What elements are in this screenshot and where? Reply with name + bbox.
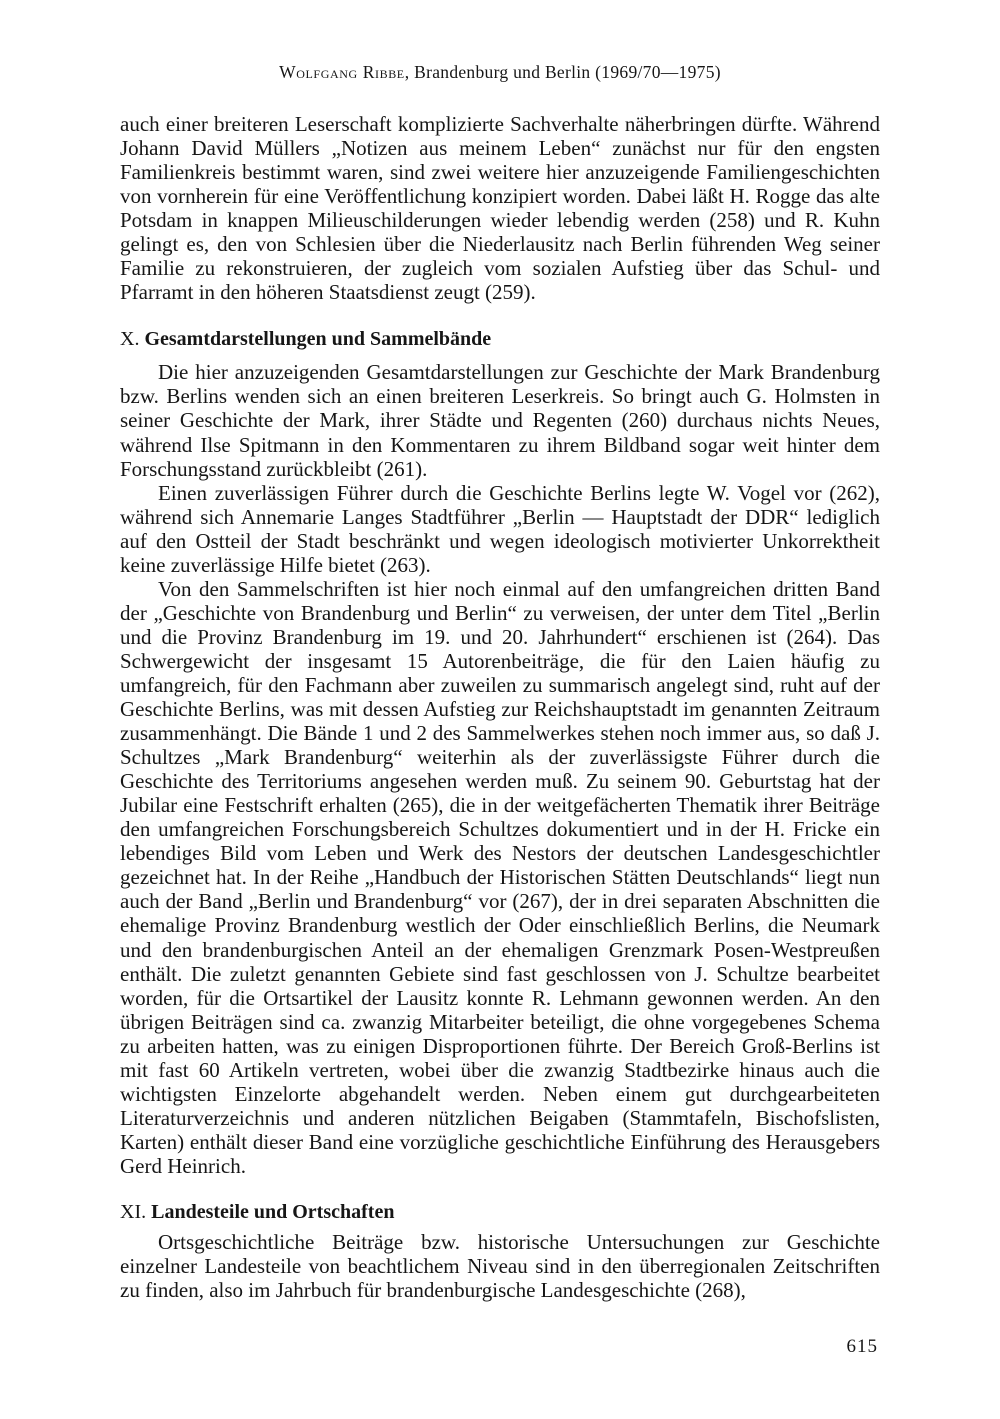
section-heading-xi (120, 1200, 880, 1224)
running-head-author: Wolfgang Ribbe (279, 62, 405, 82)
paragraph: Von den Sammelschriften ist hier noch einmal auf den umfangreichen dritten Band der „Geschichte von Brandenburg und Berlin“ zu verweisen, der unter dem Titel „Berlin und die Provinz Brandenburg im 19. und 20. Jahrhundert“ erschienen ist (264). Das Schwergewicht der insgesamt 15 Autorenbeiträge, die für den Laien häufig zu umfangreich, für den Fachmann aber zuweilen zu summarisch angelegt sind, ruht auf der Geschichte Berlins, was mit dessen Aufstieg zur Reichshauptstadt im genannten Zeitraum zusammenhängt. Die Bände 1 und 2 des Sammelwerkes stehen noch immer aus, so daß J. Schultzes „Mark Brandenburg“ weiterhin als der zuverlässigste Führer durch die Geschichte des Territoriums angesehen werden muß. Zu seinem 90. Geburtstag hat der Jubilar eine Festschrift erhalten (265), die in der weitgefächerten Thematik ihrer Beiträge den umfangreichen Forschungsbereich Schultzes dokumentiert und in der H. Fricke ein lebendiges Bild vom Leben und Werk des Nestors der deutschen Landesgeschichtler gezeichnet hat. In der Reihe „Handbuch der Historischen Stätten Deutschlands“ liegt nun auch der Band „Berlin und Brandenburg“ vor (267), der in drei separaten Abschnitten die ehemalige Provinz Brandenburg westlich der Oder einschließlich Berlins, die Neumark und den brandenburgischen Anteil an der ehemaligen Grenzmark Posen-Westpreußen enthält. Die zuletzt genannten Gebiete sind fast geschlossen von J. Schultze bearbeitet worden, für die Ortsartikel der Lausitz konnte R. Lehmann gewonnen werden. An den übrigen Beiträgen sind ca. zwanzig Mitarbeiter beteiligt, die ohne vorgegebenes Schema zu arbeiten hatten, was zu einigen Disproportionen führte. Der Bereich Groß-Berlins ist mit fast 60 Artikeln vertreten, wobei über die zwanzig Stadtbezirke hinaus auch die wichtigsten Einzelorte abgehandelt werden. Neben einem gut durchgearbeiteten Literaturverzeichnis und anderen nützlichen Beigaben (Stammtafeln, Bischofslisten, Karten) enthält dieser Band eine vorzügliche geschichtliche Einführung des Herausgebers Gerd Heinrich. (120, 576, 880, 1178)
section-number: XI. (120, 1200, 147, 1223)
body-text (120, 112, 880, 1302)
paragraph: Die hier anzuzeigenden Gesamtdarstellungen zur Geschichte der Mark Brandenburg bzw. Berlins wenden sich an einen breiteren Leserkreis. So bringt auch G. Holmsten in seiner Geschichte der Mark, ihrer Städte und Regenten (260) durchaus nichts Neues, während Ilse Spitmann in den Kommentaren zu ihrem Bildband sogar weit hinter dem Forschungsstand zurückbleibt (261). (120, 360, 880, 481)
paragraph: Einen zuverlässigen Führer durch die Geschichte Berlins legte W. Vogel vor (262), während sich Annemarie Langes Stadtführer „Berlin — Hauptstadt der DDR“ lediglich auf den Ostteil der Stadt beschränkt und wegen ideologisch motivierter Unkorrektheit keine zuverlässige Hilfe bietet (263). (120, 480, 880, 577)
section-title: Landesteile und Ortschaften (151, 1200, 395, 1223)
running-head (120, 62, 880, 83)
section-title: Gesamtdarstellungen und Sammelbände (144, 328, 492, 351)
section-heading-x (120, 327, 880, 351)
page-number: 615 (846, 1336, 878, 1357)
paragraph: Ortsgeschichtliche Beiträge bzw. historische Untersuchungen zur Geschichte einzelner Landesteile von beachtlichem Niveau sind in den überregionalen Zeitschriften zu finden, also im Jahrbuch für brandenburgische Landesgeschichte (268), (120, 1229, 880, 1303)
paragraph-continuation: auch einer breiteren Leserschaft komplizierte Sachverhalte näherbringen dürfte. Während Johann David Müllers „Notizen aus meinem Leben“ zunächst nur für den engsten Familienkreis bestimmt waren, sind zwei weitere hier anzuzeigende Familiengeschichten von vornherein für eine Veröffentlichung konzipiert worden. Dabei läßt H. Rogge das alte Potsdam in knappen Milieuschilderungen wieder lebendig werden (258) und R. Kuhn gelingt es, den von Schlesien über die Niederlausitz nach Berlin führenden Weg seiner Familie zu rekonstruieren, der zugleich vom sozialen Aufstieg über das Schul- und Pfarramt in den höheren Staatsdienst zeugt (259). (120, 112, 880, 305)
section-number: X. (120, 328, 140, 351)
running-head-title: , Brandenburg und Berlin (1969/70—1975) (404, 62, 721, 82)
